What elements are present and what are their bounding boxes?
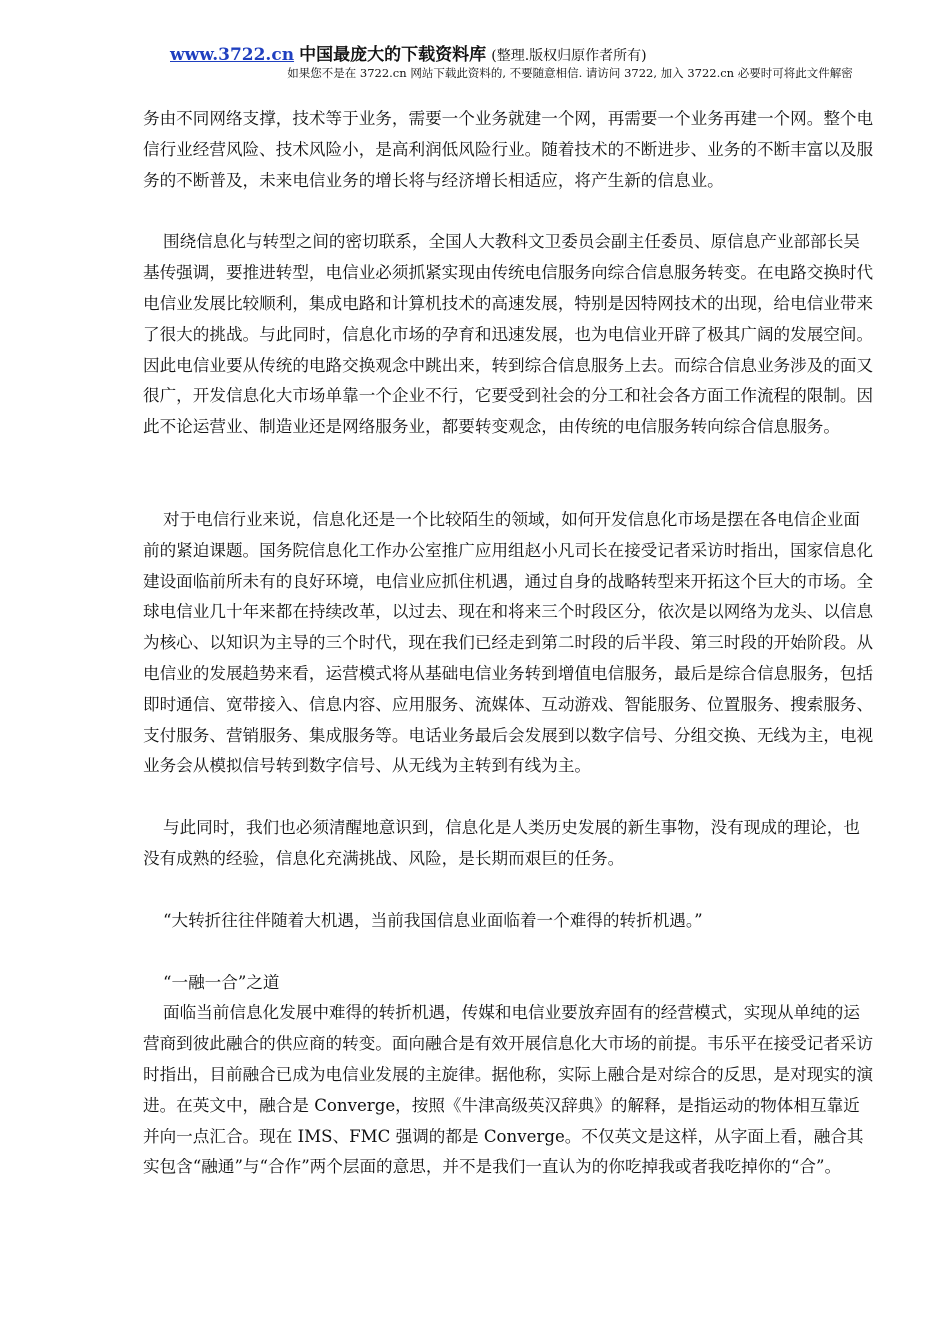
section-heading: “一融一合”之道 <box>163 972 280 992</box>
page-header <box>0 44 950 80</box>
site-link[interactable]: www.3722.cn <box>170 45 295 65</box>
paragraph-3: 对于电信行业来说，信息化还是一个比较陌生的领域，如何开发信息化市场是摆在各电信企业面前的紧迫课题。国务院信息化工作办公室推广应用组赵小凡司长在接受记者采访时指出，国家信息化建设面临前所未有的良好环境，电信业应抓住机遇，通过自身的战略转型来开拓这个巨大的市场。全球电信业几十年来都在持续改革，以过去、现在和将来三个时段区分，依次是以网络为龙头、以信息为核心、以知识为主导的三个时代，现在我们已经走到第二时段的后半段、第三时段的开始阶段。从电信业的发展趋势来看，运营模式将从基础电信业务转到增值电信服务，最后是综合信息服务，包括即时通信、宽带接入、信息内容、应用服务、流媒体、互动游戏、智能服务、位置服务、搜索服务、支付服务、营销服务、集成服务等。电话业务最后会发展到以数字信号、分组交换、无线为主，电视业务会从模拟信号转到数字信号、从无线为主转到有线为主。 <box>143 509 874 776</box>
quote-paragraph: “大转折往往伴随着大机遇，当前我国信息业面临着一个难得的转折机遇。” <box>163 910 703 930</box>
document-body <box>143 104 875 1183</box>
paragraph-5: 面临当前信息化发展中难得的转折机遇，传媒和电信业要放弃固有的经营模式，实现从单纯的运营商到彼此融合的供应商的转变。面向融合是有效开展信息化大市场的前提。韦乐平在接受记者采访时指出，目前融合已成为电信业发展的主旋律。据他称，实际上融合是对综合的反思，是对现实的演进。在英文中，融合是 Converge，按照《牛津高级英汉辞典》的解释，是指运动的物体相互靠近并向一点汇合。现在 IMS、FMC 强调的都是 Converge。不仅英文是这样，从字面上看，融合其实包含“融通”与“合作”两个层面的意思，并不是我们一直认为的你吃掉我或者我吃掉你的“合”。 <box>143 1003 874 1177</box>
paragraph-1: 务由不同网络支撑，技术等于业务，需要一个业务就建一个网，再需要一个业务再建一个网。整个电信行业经营风险、技术风险小，是高利润低风险行业。随着技术的不断进步、业务的不断丰富以及服务的不断普及，未来电信业务的增长将与经济增长相适应，将产生新的信息业。 <box>143 109 874 190</box>
header-title-line <box>0 44 950 67</box>
disclaimer-text: 如果您不是在 3722.cn 网站下载此资料的, 不要随意相信. 请访问 3722, 加入 3722.cn 必要时可将此文件解密 <box>287 66 853 80</box>
copyright-note: (整理.版权归原作者所有) <box>491 48 647 64</box>
paragraph-4: 与此同时，我们也必须清醒地意识到，信息化是人类历史发展的新生事物，没有现成的理论，也没有成熟的经验，信息化充满挑战、风险，是长期而艰巨的任务。 <box>143 818 860 868</box>
site-title: 中国最庞大的下载资料库 <box>299 45 487 65</box>
paragraph-2: 围绕信息化与转型之间的密切联系，全国人大教科文卫委员会副主任委员、原信息产业部部长吴基传强调，要推进转型，电信业必须抓紧实现由传统电信服务向综合信息服务转变。在电路交换时代电信业发展比较顺利，集成电路和计算机技术的高速发展，特别是因特网技术的出现，给电信业带来了很大的挑战。与此同时，信息化市场的孕育和迅速发展，也为电信业开辟了极其广阔的发展空间。因此电信业要从传统的电路交换观念中跳出来，转到综合信息服务上去。而综合信息业务涉及的面又很广，开发信息化大市场单靠一个企业不行，它要受到社会的分工和社会各方面工作流程的限制。因此不论运营业、制造业还是网络服务业，都要转变观念，由传统的电信服务转向综合信息服务。 <box>143 232 874 437</box>
